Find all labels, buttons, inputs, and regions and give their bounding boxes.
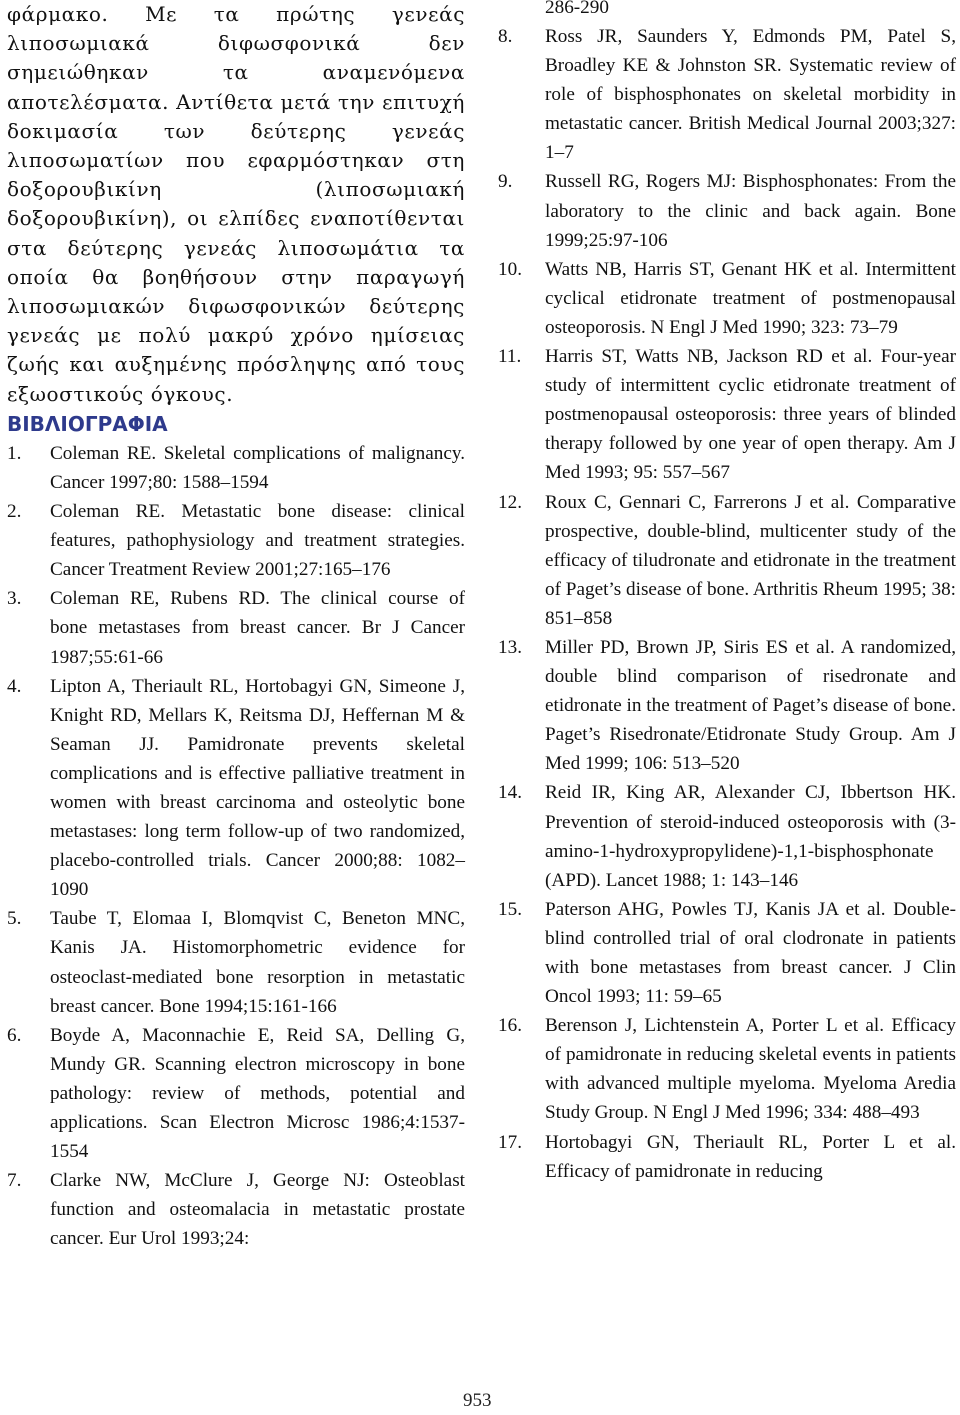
reference-item [7, 584, 465, 671]
reference-number: 7. [7, 1170, 22, 1192]
reference-item [7, 672, 465, 905]
reference-text: Boyde A, Maconnachie E, Reid SA, Delling G, Mundy GR. Scanning electron microscopy in bone pathology: review of methods, potential and applications. Scan Electron Microsc 1986;4:1537-1554 [50, 1024, 465, 1163]
reference-number: 1. [7, 442, 22, 464]
reference-text: Hortobagyi GN, Theriault RL, Porter L et al. Efficacy of pamidronate in reducing [545, 1131, 956, 1182]
reference-item [7, 1021, 465, 1166]
reference-text: Watts NB, Harris ST, Genant HK et al. Intermittent cyclical etidronate treatment of postmenopausal osteoporosis. N Engl J Med 1990; 323: 73–79 [545, 258, 956, 338]
reference-text: Paterson AHG, Powles TJ, Kanis JA et al. Double-blind controlled trial of oral clodronate in patients with bone metastases from breast cancer. J Clin Oncol 1993; 11: 59–65 [545, 898, 956, 1008]
bibliography-heading: ΒΙΒΛΙΟΓΡΑΦΙΑ [7, 411, 168, 436]
reference-item [498, 255, 956, 342]
reference-item [7, 1166, 465, 1253]
reference-item [498, 488, 956, 633]
reference-item [7, 497, 465, 584]
reference-text: Harris ST, Watts NB, Jackson RD et al. Four-year study of intermittent cyclic etidronate treatment of postmenopausal osteoporosis: three years of blinded therapy followed by one year of open therapy. Am J Med 1993; 95: 557–567 [545, 346, 956, 484]
reference-number: 14. [498, 782, 522, 804]
reference-number: 16. [498, 1015, 522, 1037]
reference-text: Reid IR, King AR, Alexander CJ, Ibbertson HK. Prevention of steroid-induced osteoporosis with (3-amino-1-hydroxypropylidene)-1,1-bisphosphonate (APD). Lancet 1988; 1: 143–146 [545, 782, 956, 891]
reference-number: 2. [7, 501, 22, 523]
reference-number: 13. [498, 636, 522, 658]
reference-number: 5. [7, 908, 22, 930]
reference-number: 15. [498, 898, 522, 920]
page-number: 953 [463, 1390, 492, 1411]
reference-number: 12. [498, 491, 522, 513]
reference-item [498, 22, 956, 167]
reference-number: 17. [498, 1131, 522, 1153]
reference-item [498, 633, 956, 778]
right-column [498, 0, 956, 1186]
reference-item [498, 1011, 956, 1127]
reference-number: 10. [498, 258, 522, 280]
reference-text: Coleman RE. Metastatic bone disease: clinical features, pathophysiology and treatment strategies. Cancer Treatment Review 2001;27:165–176 [50, 501, 465, 581]
reference-text: Coleman RE, Rubens RD. The clinical course of bone metastases from breast cancer. Br J Cancer 1987;55:61-66 [50, 588, 465, 668]
reference-item [7, 439, 465, 497]
reference-text: Coleman RE. Skeletal complications of malignancy. Cancer 1997;80: 1588–1594 [50, 442, 465, 493]
reference-item [498, 167, 956, 254]
reference-list-right [498, 22, 956, 1186]
reference-text: Ross JR, Saunders Y, Edmonds PM, Patel S, Broadley KE & Johnston SR. Systematic review of role of bisphosphonates on skeletal morbidity in metastatic cancer. British Medical Journal 2003;327: 1–7 [545, 26, 956, 164]
reference-item [498, 342, 956, 487]
reference-number: 4. [7, 675, 22, 697]
left-column [7, 0, 465, 1253]
reference-number: 9. [498, 171, 513, 193]
reference-number: 3. [7, 588, 22, 610]
reference-text: Russell RG, Rogers MJ: Bisphosphonates: From the laboratory to the clinic and back again. Bone 1999;25:97-106 [545, 171, 956, 251]
reference-text: Miller PD, Brown JP, Siris ES et al. A randomized, double blind comparison of risedronate and etidronate in the treatment of Paget’s disease of bone. Paget’s Risedronate/Etidronate Study Group. Am J Med 1999; 106: 513–520 [545, 636, 956, 775]
reference-number: 6. [7, 1024, 22, 1046]
reference-item [7, 904, 465, 1020]
reference-item [498, 895, 956, 1011]
reference-text: Roux C, Gennari C, Farrerons J et al. Comparative prospective, double-blind, multicenter study of the efficacy of tiludronate and etidronate in the treatment of Paget’s disease of bone. Arthritis Rheum 1995; 38: 851–858 [545, 491, 956, 629]
reference-item [498, 778, 956, 894]
reference-text: Lipton A, Theriault RL, Hortobagyi GN, Simeone J, Knight RD, Mellars K, Reitsma DJ, Heffernan M & Seaman JJ. Pamidronate prevents skeletal complications and is effective palliative treatment in women with breast carcinoma and osteolytic bone metastases: long term follow-up of two randomized, placebo-controlled trials. Cancer 2000;88: 1082–1090 [50, 675, 465, 901]
reference-item [498, 1128, 956, 1186]
reference-text: Clarke NW, McClure J, George NJ: Osteoblast function and osteomalacia in metastatic prostate cancer. Eur Urol 1993;24: [50, 1170, 465, 1250]
body-paragraph: φάρμακο. Με τα πρώτης γενεάς λιποσωμιακά διφωσφονικά δεν σημειώθηκαν τα αναμενόμενα αποτελέσματα. Αντίθετα μετά την επιτυχή δοκιμασία των δεύτερης γενεάς λιποσωματίων που εφαρμόστηκαν στη δοξορουβικίνη (λιποσωμιακή δοξορουβικίνη), οι ελπίδες εναποτίθενται στα δεύτερης γενεάς λιποσωμάτια τα οποία θα βοηθήσουν στην παραγωγή λιποσωμιακών διφωσφονικών δεύτερης γενεάς με πολύ μακρύ χρόνο ημίσειας ζωής και αυξημένης πρόσληψης από τους εξωοστικούς όγκους. [7, 2, 465, 406]
reference-list-left [7, 439, 465, 1254]
reference-number: 8. [498, 26, 513, 47]
reference-continuation: 286-290 [545, 0, 609, 18]
reference-text: Taube T, Elomaa I, Blomqvist C, Beneton MNC, Kanis JA. Histomorphometric evidence for osteoclast-mediated bone resorption in metastatic breast cancer. Bone 1994;15:161-166 [50, 908, 465, 1017]
reference-text: Berenson J, Lichtenstein A, Porter L et al. Efficacy of pamidronate in reducing skeletal events in patients with advanced multiple myeloma. Myeloma Aredia Study Group. N Engl J Med 1996; 334: 488–493 [545, 1015, 956, 1124]
reference-number: 11. [498, 346, 522, 368]
